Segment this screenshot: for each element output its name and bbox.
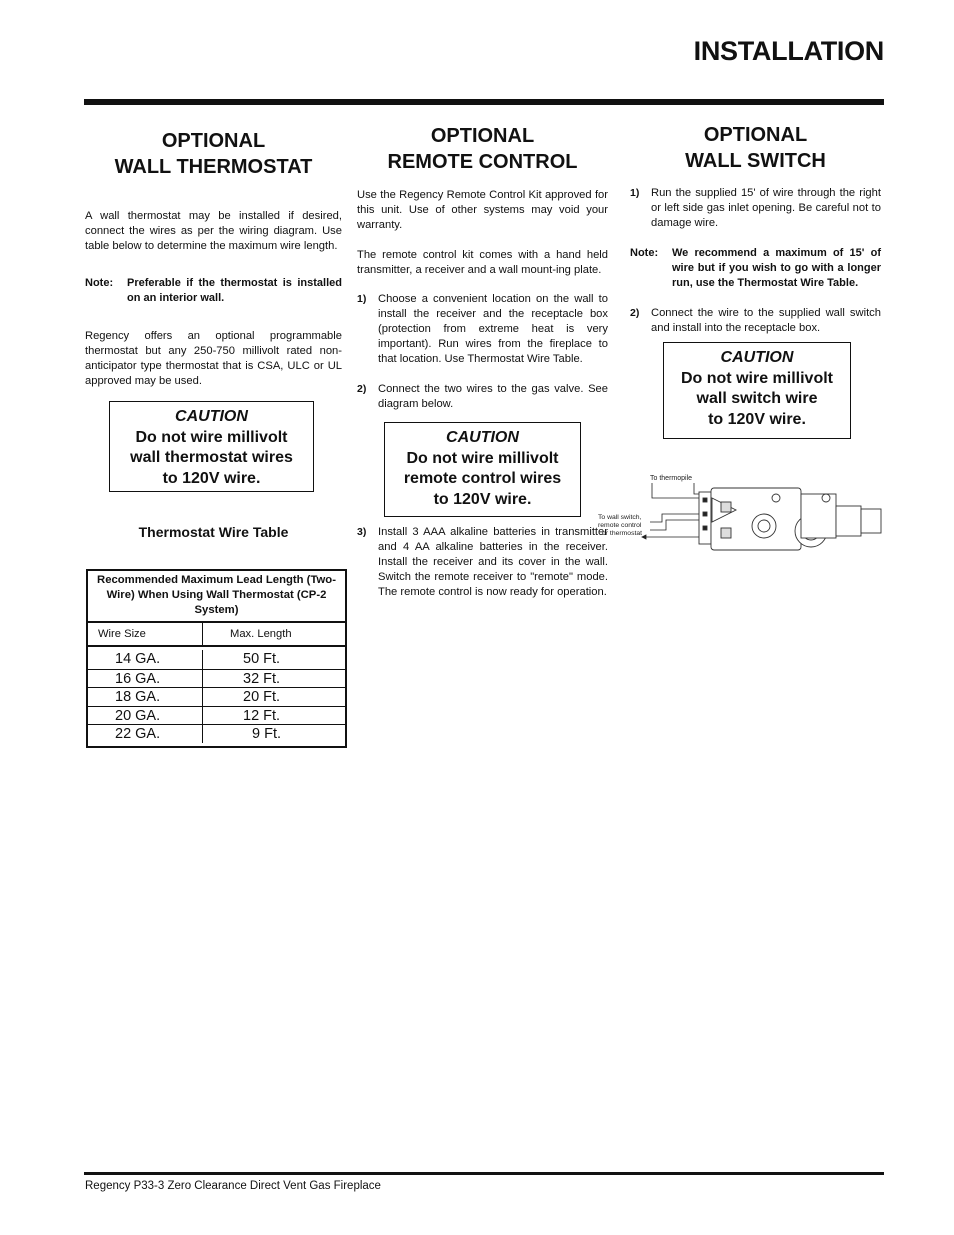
remote-heading-line1: OPTIONAL <box>430 125 535 147</box>
max-length-cell: 20 Ft. <box>243 689 281 706</box>
switch-heading-line2: WALL SWITCH <box>685 150 826 172</box>
switch-label-line2: remote control <box>598 522 642 529</box>
switch-caution-line3: to 120V wire. <box>708 410 806 428</box>
remote-intro: Use the Regency Remote Control Kit approved for this unit. Use of other systems may void your warranty. <box>357 189 608 231</box>
table-row <box>88 650 345 669</box>
gas-valve-wiring-diagram <box>596 468 886 568</box>
table-row <box>88 724 345 743</box>
remote-step-1 <box>357 292 608 367</box>
thermostat-caution-line2: wall thermostat wires <box>130 449 293 466</box>
switch-step-1 <box>630 186 881 231</box>
wire-table-body <box>88 647 345 743</box>
thermostat-heading <box>85 128 342 180</box>
switch-caution-line1: Do not wire millivolt <box>680 369 833 387</box>
thermostat-heading-line1: OPTIONAL <box>161 130 266 152</box>
remote-section <box>357 120 608 600</box>
max-length-column-header: Max. Length <box>230 628 292 640</box>
page-footer: Regency P33-3 Zero Clearance Direct Vent Gas Fireplace <box>85 1180 381 1192</box>
switch-caution-box <box>663 342 851 439</box>
thermostat-programmable-text: Regency offers an optional programmable thermostat but any 250-750 millivolt rated non-anticipator type thermostat that is CSA, ULC or UL approved may be used. <box>85 330 342 387</box>
wire-size-cell: 16 GA. <box>88 670 203 688</box>
step-text: Install 3 AAA alkaline batteries in transmitter and 4 AA alkaline batteries in the receiver. Install the receiver and its cover in the wall. Switch the remote receiver to "remote" mode. The remote control is now ready for operation. <box>378 526 608 598</box>
switch-heading <box>630 122 881 174</box>
remote-heading-line2: REMOTE CONTROL <box>387 151 578 173</box>
wire-size-cell: 20 GA. <box>88 707 203 725</box>
max-length-cell: 12 Ft. <box>243 707 281 724</box>
table-row <box>88 669 345 688</box>
step-number: 2) <box>630 307 640 319</box>
remote-heading <box>357 123 608 175</box>
page-title: INSTALLATION <box>693 36 884 66</box>
step-text: Connect the wire to the supplied wall switch and install into the receptacle box. <box>651 307 881 334</box>
thermostat-wire-table <box>86 569 347 748</box>
switch-section <box>630 120 881 439</box>
wire-size-column-header: Wire Size <box>88 623 203 645</box>
remote-kit-text: The remote control kit comes with a hand held transmitter, a receiver and a wall mount-ing plate. <box>357 249 608 276</box>
thermostat-note-label: Note: <box>85 277 114 289</box>
step-text: Connect the two wires to the gas valve. See diagram below. <box>378 383 608 410</box>
remote-caution-box <box>384 422 581 517</box>
step-number: 1) <box>357 293 367 305</box>
remote-step-2 <box>357 382 608 412</box>
switch-label-line1: To wall switch, <box>598 514 642 521</box>
thermopile-wire-icon <box>642 483 699 539</box>
bottom-divider <box>84 1172 884 1175</box>
max-length-cell: 32 Ft. <box>243 670 281 687</box>
wire-size-cell: 22 GA. <box>88 725 203 743</box>
thermostat-caution-line3: to 120V wire. <box>162 469 261 487</box>
gas-valve-icon <box>699 488 881 550</box>
switch-heading-line1: OPTIONAL <box>703 124 808 146</box>
remote-caution-title: CAUTION <box>446 429 519 446</box>
switch-note-label: Note: <box>630 247 659 259</box>
switch-step-2 <box>630 306 881 336</box>
max-length-cell: 9 Ft. <box>252 726 282 743</box>
thermostat-section <box>85 120 342 540</box>
thermostat-caution-line1: Do not wire millivolt <box>135 428 288 446</box>
thermostat-heading-line2: WALL THERMOSTAT <box>114 156 313 178</box>
thermostat-note-text: Preferable if the thermostat is installed on an interior wall. <box>127 277 342 304</box>
step-number: 1) <box>630 187 640 199</box>
switch-label-line3: or thermostat <box>602 530 643 537</box>
switch-note-text: We recommend a maximum of 15' of wire but if you wish to go with a longer run, use the Thermostat Wire Table. <box>672 247 881 289</box>
top-divider <box>84 99 884 105</box>
remote-caution-line1: Do not wire millivolt <box>406 449 559 467</box>
step-number: 3) <box>357 526 367 538</box>
wire-size-cell: 18 GA. <box>88 688 203 706</box>
thermostat-intro: A wall thermostat may be installed if desired, connect the wires as per the wiring diagram. Use table below to determine the maximum wire length. <box>85 210 342 252</box>
max-length-cell: 50 Ft. <box>243 651 281 667</box>
remote-caution-line2: remote control wires <box>403 470 562 487</box>
switch-caution-line2: wall switch wire <box>696 390 818 407</box>
step-text: Choose a convenient location on the wall to install the receiver and the receptacle box (protection from extreme heat is very important). Run wires from the fireplace to that location. Use Thermostat Wire Table. <box>378 293 608 365</box>
table-row <box>88 706 345 725</box>
thermostat-caution-box <box>109 401 314 492</box>
wire-size-cell: 14 GA. <box>88 650 203 669</box>
step-number: 2) <box>357 383 367 395</box>
thermostat-note <box>85 276 342 306</box>
table-row <box>88 687 345 706</box>
remote-step-3 <box>357 525 608 600</box>
wire-table-header: Recommended Maximum Lead Length (Two-Wire) When Using Wall Thermostat (CP-2 System) <box>88 571 345 623</box>
wire-table-column-headers <box>88 623 345 647</box>
step-text: Run the supplied 15' of wire through the right or left side gas inlet opening. Be careful not to damage wire. <box>651 187 881 229</box>
thermopile-label: To thermopile <box>650 475 693 482</box>
switch-note <box>630 246 881 291</box>
thermostat-caution-title: CAUTION <box>175 408 248 425</box>
wire-table-title: Thermostat Wire Table <box>138 524 289 540</box>
switch-caution-title: CAUTION <box>720 349 794 366</box>
remote-caution-line3: to 120V wire. <box>433 490 532 508</box>
